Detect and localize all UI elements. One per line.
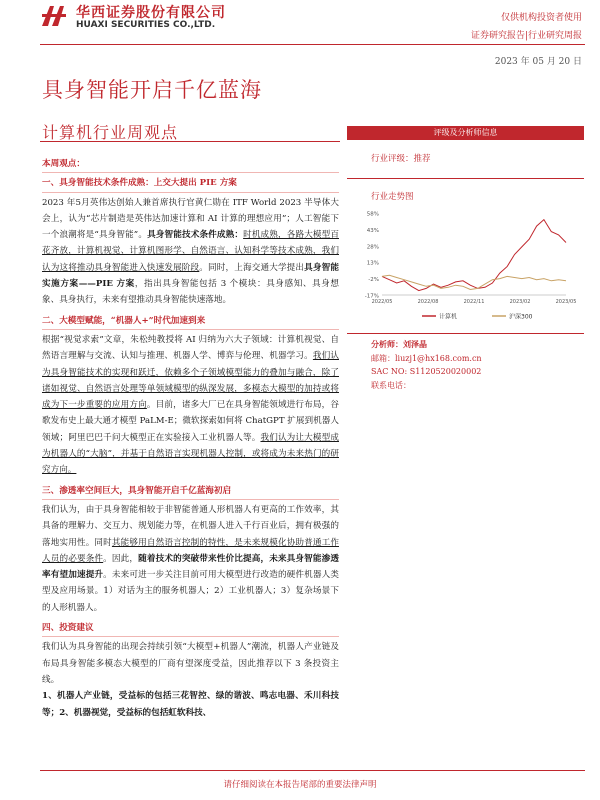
chart-y-tick-label: 58% <box>366 211 379 218</box>
section4-paragraph-1: 我们认为具身智能的出现会持续引领“大模型+机器人”潮流，机器人产业链及布局具身智能多模态大模型的厂商有望深度受益，因此推荐以下 3 条投资主线。 <box>42 642 339 685</box>
section1-paragraph: 2023 年5月英伟达创始人兼首席执行官黄仁勋在 ITF World 2023 半导体大会上，认为“芯片制造是英伟达加速计算和 AI 计算的理想应用”；人工智能下一个浪潮将是“具身智能”。具身智能技术条件成熟：时机成熟，各路大模型百花齐放，计算机视觉、计算机图形学、自然语言、认知科学等技术成熟，我们认为这将推动具身智能进入快速发展阶段。同时，上海交通大学提出具身智能实施方案——PIE 方案，指出具身智能包括 3 个模块：具身感知、具身想象、具身执行，未来有望推动具身智能快速落地。 <box>42 197 339 306</box>
company-name-cn: 华西证券股份有限公司 <box>76 5 226 21</box>
chart-x-tick-label: 2023/05 <box>555 299 577 305</box>
industry-trend-chart <box>358 205 577 325</box>
subtitle-divider <box>40 141 340 142</box>
sidebar-header: 评级及分析师信息 <box>347 126 584 140</box>
chart-y-tick-label: 43% <box>366 227 379 234</box>
chart-legend-label: 沪深300 <box>509 313 533 321</box>
section3-heading: 三、渗透率空间巨大，具身智能开启千亿蓝海初启 <box>42 485 232 496</box>
main-content <box>42 156 339 721</box>
report-date: 2023 年 05 月 20 日 <box>494 57 582 67</box>
header-divider <box>40 44 585 45</box>
report-subtitle: 计算机行业周观点 <box>42 123 179 142</box>
chart-series-line <box>382 220 566 291</box>
chart-legend-label: 计算机 <box>439 313 458 321</box>
industry-rating: 行业评级：推荐 <box>371 154 431 164</box>
chart-y-tick-label: -2% <box>368 277 379 284</box>
analyst-phone: 联系电话： <box>371 380 411 390</box>
analyst-sac: SAC NO: S1120520020002 <box>371 367 482 376</box>
chart-x-tick-label: 2022/05 <box>371 299 393 305</box>
company-name-en: HUAXI SECURITIES CO.,LTD. <box>76 20 216 30</box>
chart-y-tick-label: -17% <box>364 293 379 300</box>
sidebar-divider-2 <box>347 333 584 334</box>
chart-y-tick-label: 13% <box>366 260 379 267</box>
huaxi-logo-icon <box>40 2 70 28</box>
section2-heading: 二、大模型赋能，“机器人+”时代加速到来 <box>42 315 206 326</box>
header-tagline: 仅供机构投资者使用 <box>500 13 582 23</box>
section1-heading: 一、具身智能技术条件成熟：上交大提出 PIE 方案 <box>42 178 237 189</box>
footer-divider <box>40 770 585 771</box>
report-path: 证券研究报告|行业研究周报 <box>470 31 582 41</box>
section4-heading: 四、投资建议 <box>42 623 94 634</box>
section4-paragraph-2: 1、机器人产业链，受益标的包括三花智控、绿的谐波、鸣志电器、禾川科技等；2、机器视觉，受益标的包括虹软科技、 <box>42 691 339 718</box>
chart-title: 行业走势图 <box>371 192 414 202</box>
sidebar-divider <box>347 178 584 179</box>
report-title: 具身智能开启千亿蓝海 <box>42 78 262 102</box>
intro-label: 本周观点： <box>42 159 85 169</box>
analyst-email: 邮箱：liuzj1@hx168.com.cn <box>371 353 482 363</box>
footer-disclaimer: 请仔细阅读在本报告尾部的重要法律声明 <box>223 780 377 790</box>
chart-series-line <box>382 275 566 289</box>
chart-x-tick-label: 2022/11 <box>463 299 485 305</box>
chart-y-tick-label: 28% <box>366 244 379 251</box>
analyst-name: 分析师：刘泽晶 <box>371 339 427 349</box>
analyst-info <box>371 338 482 392</box>
section2-paragraph: 根据“视觉求索”文章，朱松纯教授将 AI 归纳为六大子领域：计算机视觉、自然语言理解与交流、认知与推理、机器人学、博弈与伦理、机器学习。我们认为具身智能技术的实现和跃迁，依赖多个子领域模型能力的叠加与融合，除了诸如视觉、自然语言处理等单领域模型的纵深发展，多模态大模型的加持或将成为下一步重要的应用方向。目前，诸多大厂已在具身智能领域进行布局，谷歌发布史上最大通才模型 PaLM-E；微软探索如何将 ChatGPT 扩展到机器人领域；阿里巴巴千问大模型正在实验接入工业机器人等。我们认为让大模型成为机器人的“大脑”，并基于自然语言实现机器人控制，或将成为未来热门的研究方向。 <box>42 334 339 476</box>
section3-paragraph: 我们认为，由于具身智能相较于非智能普通人形机器人有更高的工作效率，其具备的理解力、交互力、规划能力等，在机器人进入千行百业后，拥有极强的落地实用性。同时其能够用自然语言控制的特性，是未来规模化协助普通工作人员的必要条件。因此，随着技术的突破带来性价比提高，未来具身智能渗透率有望加速提升。未来可进一步关注目前可用大模型进行改造的硬件机器人类型及应用场景。1）对话为主的服务机器人；2）工业机器人；3）复杂场景下的人形机器人。 <box>42 504 339 613</box>
chart-x-tick-label: 2023/02 <box>509 299 531 305</box>
chart-x-tick-label: 2022/08 <box>417 299 439 305</box>
